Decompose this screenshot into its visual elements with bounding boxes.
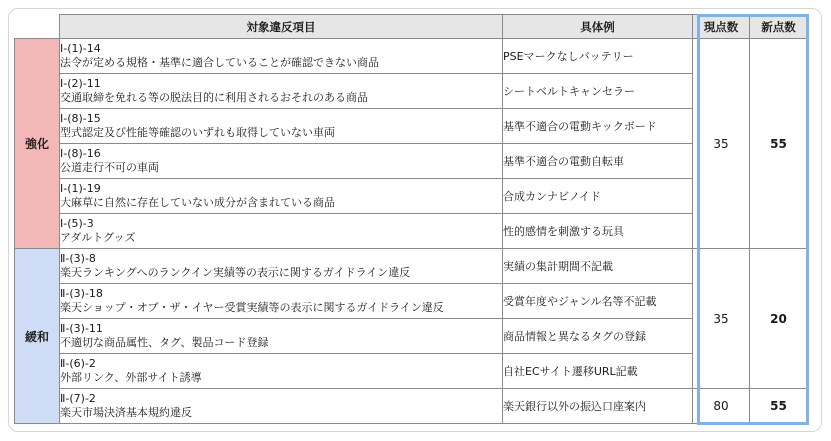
violation-code: Ⅰ-(1)-14: [60, 42, 101, 55]
current-points-cell: 35: [693, 39, 750, 249]
table-row: [15, 109, 808, 144]
violation-item-cell: [60, 389, 503, 424]
table-row: [15, 284, 808, 319]
violation-description: 楽天ランキングへのランクイン実績等の表示に関するガイドライン違反: [60, 266, 411, 279]
table-row: [15, 179, 808, 214]
violation-points-table: [14, 14, 808, 424]
table-row: [15, 144, 808, 179]
example-cell: 実績の集計期間不記載: [503, 249, 693, 284]
violation-description: 楽天市場決済基本規約違反: [60, 406, 192, 419]
violation-item-cell: [60, 109, 503, 144]
violation-code: Ⅰ-(1)-19: [60, 182, 101, 195]
table-row: [15, 74, 808, 109]
violation-code: Ⅱ-(3)-11: [60, 322, 103, 335]
table-row: [15, 249, 808, 284]
violation-description: 交通取締を免れる等の脱法目的に利用されるおそれのある商品: [60, 91, 368, 104]
violation-code: Ⅱ-(3)-8: [60, 252, 96, 265]
violation-item-cell: [60, 74, 503, 109]
violation-code: Ⅰ-(8)-16: [60, 147, 101, 160]
violation-code: Ⅰ-(8)-15: [60, 112, 101, 125]
table-row: [15, 39, 808, 74]
violation-code: Ⅱ-(7)-2: [60, 392, 96, 405]
violation-item-cell: [60, 144, 503, 179]
violation-item-cell: [60, 284, 503, 319]
example-cell: 自社ECサイト遷移URL記載: [503, 354, 693, 389]
header-item: 対象違反項目: [60, 15, 503, 39]
violation-code: Ⅰ-(2)-11: [60, 77, 101, 90]
violation-code: Ⅱ-(6)-2: [60, 357, 96, 370]
violation-item-cell: [60, 39, 503, 74]
table-header-row: [15, 15, 808, 39]
table-row: [15, 319, 808, 354]
current-points-cell: 35: [693, 249, 750, 389]
example-cell: 商品情報と異なるタグの登録: [503, 319, 693, 354]
example-cell: 受賞年度やジャンル名等不記載: [503, 284, 693, 319]
example-cell: 楽天銀行以外の振込口座案内: [503, 389, 693, 424]
new-points-cell: 55: [750, 389, 808, 424]
table-row: [15, 354, 808, 389]
violation-item-cell: [60, 354, 503, 389]
new-points-cell: 20: [750, 249, 808, 389]
header-new-points: 新点数: [750, 15, 808, 39]
violation-description: 大麻草に自然に存在していない成分が含まれている商品: [60, 196, 335, 209]
new-points-cell: 55: [750, 39, 808, 249]
violation-description: 公道走行不可の車両: [60, 161, 159, 174]
example-cell: PSEマークなしバッテリー: [503, 39, 693, 74]
violation-item-cell: [60, 179, 503, 214]
violation-description: 型式認定及び性能等確認のいずれも取得していない車両: [60, 126, 335, 139]
category-label: 緩和: [15, 249, 60, 424]
violation-description: 不適切な商品属性、タグ、製品コード登録: [60, 336, 269, 349]
table-row: [15, 214, 808, 249]
violation-description: 法令が定める規格・基準に適合していることが確認できない商品: [60, 56, 379, 69]
example-cell: 基準不適合の電動キックボード: [503, 109, 693, 144]
violation-code: Ⅱ-(3)-18: [60, 287, 103, 300]
violation-description: 楽天ショップ・オブ・ザ・イヤー受賞実績等の表示に関するガイドライン違反: [60, 301, 444, 314]
violation-code: Ⅰ-(5)-3: [60, 217, 94, 230]
violation-description: アダルトグッズ: [60, 231, 136, 244]
example-cell: 合成カンナビノイド: [503, 179, 693, 214]
violation-item-cell: [60, 319, 503, 354]
example-cell: 性的感情を刺激する玩具: [503, 214, 693, 249]
header-example: 具体例: [503, 15, 693, 39]
violation-item-cell: [60, 214, 503, 249]
header-current-points: 現点数: [693, 15, 750, 39]
table-row: [15, 389, 808, 424]
current-points-cell: 80: [693, 389, 750, 424]
category-label: 強化: [15, 39, 60, 249]
example-cell: 基準不適合の電動自転車: [503, 144, 693, 179]
violation-description: 外部リンク、外部サイト誘導: [60, 371, 202, 384]
header-blank-cell: [15, 15, 60, 39]
violation-item-cell: [60, 249, 503, 284]
example-cell: シートベルトキャンセラー: [503, 74, 693, 109]
